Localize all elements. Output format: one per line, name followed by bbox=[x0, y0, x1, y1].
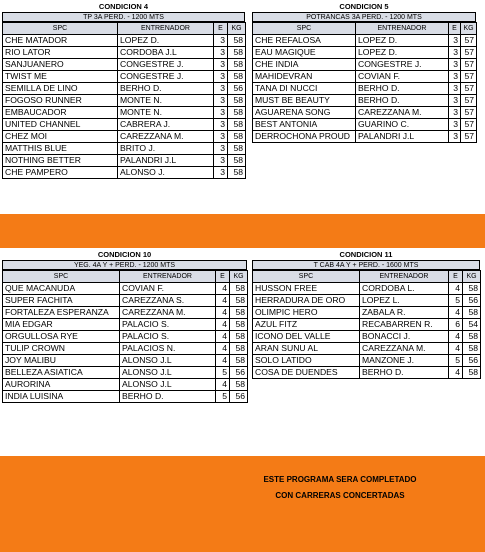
trainer-name: COVIAN F. bbox=[356, 71, 449, 83]
trainer-name: ALONSO J.L bbox=[120, 367, 216, 379]
age-cell: 3 bbox=[449, 95, 461, 107]
trainer-name: MONTE N. bbox=[118, 107, 214, 119]
horse-name: JOY MALIBU bbox=[3, 355, 120, 367]
age-cell: 4 bbox=[216, 319, 230, 331]
age-cell: 3 bbox=[214, 131, 228, 143]
header-e: E bbox=[216, 271, 230, 283]
trainer-name: GUARINO C. bbox=[356, 119, 449, 131]
horse-name: UNITED CHANNEL bbox=[3, 119, 118, 131]
trainer-name: BERHO D. bbox=[360, 367, 449, 379]
age-cell: 3 bbox=[449, 35, 461, 47]
header-kg: KG bbox=[463, 271, 481, 283]
horse-name: QUE MACANUDA bbox=[3, 283, 120, 295]
table-row bbox=[3, 307, 248, 319]
weight-cell: 58 bbox=[230, 355, 248, 367]
table-row bbox=[3, 155, 246, 167]
table-row bbox=[3, 283, 248, 295]
table-row bbox=[253, 343, 481, 355]
age-cell: 4 bbox=[449, 307, 463, 319]
table-row bbox=[253, 319, 481, 331]
age-cell: 3 bbox=[214, 59, 228, 71]
table-row bbox=[3, 379, 248, 391]
trainer-name: BERHO D. bbox=[118, 83, 214, 95]
horse-name: HUSSON FREE bbox=[253, 283, 360, 295]
age-cell: 4 bbox=[216, 283, 230, 295]
weight-cell: 58 bbox=[228, 95, 246, 107]
weight-cell: 57 bbox=[461, 119, 477, 131]
trainer-name: LOPEZ D. bbox=[356, 35, 449, 47]
table-header-row bbox=[3, 23, 246, 35]
table-row bbox=[253, 307, 481, 319]
header-kg: KG bbox=[228, 23, 246, 35]
horse-name: HERRADURA DE ORO bbox=[253, 295, 360, 307]
trainer-name: PALACIO S. bbox=[120, 319, 216, 331]
header-trainer: ENTRENADOR bbox=[120, 271, 216, 283]
trainer-name: CAREZZANA M. bbox=[356, 107, 449, 119]
trainer-name: BERHO D. bbox=[356, 83, 449, 95]
program-note-line2: CON CARRERAS CONCERTADAS bbox=[275, 491, 405, 500]
trainer-name: BRITO J. bbox=[118, 143, 214, 155]
weight-cell: 56 bbox=[230, 367, 248, 379]
program-note-line1: ESTE PROGRAMA SERA COMPLETADO bbox=[263, 475, 417, 484]
horse-name: RIO LATOR bbox=[3, 47, 118, 59]
table-row bbox=[253, 59, 477, 71]
horse-name: FORTALEZA ESPERANZA bbox=[3, 307, 120, 319]
table-row bbox=[3, 367, 248, 379]
weight-cell: 58 bbox=[463, 307, 481, 319]
trainer-name: LOPEZ D. bbox=[356, 47, 449, 59]
trainer-name: BERHO D. bbox=[356, 95, 449, 107]
table-header-row bbox=[253, 271, 481, 283]
header-e: E bbox=[449, 271, 463, 283]
table-row bbox=[253, 71, 477, 83]
horse-name: ICONO DEL VALLE bbox=[253, 331, 360, 343]
table-row bbox=[3, 83, 246, 95]
age-cell: 3 bbox=[449, 47, 461, 59]
weight-cell: 58 bbox=[230, 319, 248, 331]
age-cell: 5 bbox=[216, 367, 230, 379]
age-cell: 4 bbox=[216, 343, 230, 355]
weight-cell: 58 bbox=[228, 143, 246, 155]
age-cell: 4 bbox=[449, 343, 463, 355]
weight-cell: 58 bbox=[228, 107, 246, 119]
age-cell: 3 bbox=[214, 71, 228, 83]
table-row bbox=[3, 119, 246, 131]
horse-name: SEMILLA DE LINO bbox=[3, 83, 118, 95]
age-cell: 3 bbox=[214, 107, 228, 119]
age-cell: 5 bbox=[449, 355, 463, 367]
header-kg: KG bbox=[230, 271, 248, 283]
header-spc: SPC bbox=[253, 23, 356, 35]
table-row bbox=[3, 319, 248, 331]
trainer-name: PALACIO S. bbox=[120, 331, 216, 343]
weight-cell: 58 bbox=[230, 379, 248, 391]
table-row bbox=[3, 143, 246, 155]
weight-cell: 58 bbox=[228, 35, 246, 47]
horse-name: CHE REFALOSA bbox=[253, 35, 356, 47]
age-cell: 4 bbox=[216, 307, 230, 319]
trainer-name: PALANDRI J.L bbox=[356, 131, 449, 143]
weight-cell: 58 bbox=[230, 295, 248, 307]
age-cell: 3 bbox=[449, 59, 461, 71]
horse-name: FOGOSO RUNNER bbox=[3, 95, 118, 107]
trainer-name: PALACIOS N. bbox=[120, 343, 216, 355]
weight-cell: 58 bbox=[230, 307, 248, 319]
race-table bbox=[252, 22, 477, 143]
horse-name: MAHIDEVRAN bbox=[253, 71, 356, 83]
weight-cell: 58 bbox=[228, 47, 246, 59]
horse-name: EMBAUCADOR bbox=[3, 107, 118, 119]
race-table bbox=[252, 270, 481, 379]
weight-cell: 58 bbox=[463, 283, 481, 295]
header-trainer: ENTRENADOR bbox=[356, 23, 449, 35]
table-row bbox=[253, 295, 481, 307]
trainer-name: CORDOBA J.L bbox=[118, 47, 214, 59]
age-cell: 5 bbox=[216, 391, 230, 403]
race-title: CONDICION 5 bbox=[339, 2, 389, 11]
trainer-name: ZABALA R. bbox=[360, 307, 449, 319]
table-row bbox=[253, 331, 481, 343]
weight-cell: 58 bbox=[230, 343, 248, 355]
weight-cell: 57 bbox=[461, 35, 477, 47]
table-row bbox=[253, 35, 477, 47]
age-cell: 3 bbox=[214, 119, 228, 131]
horse-name: TANA DI NUCCI bbox=[253, 83, 356, 95]
horse-name: NOTHING BETTER bbox=[3, 155, 118, 167]
table-row bbox=[3, 95, 246, 107]
table-row bbox=[253, 47, 477, 59]
horse-name: CHE INDIA bbox=[253, 59, 356, 71]
table-row bbox=[3, 107, 246, 119]
table-row bbox=[3, 47, 246, 59]
age-cell: 3 bbox=[214, 167, 228, 179]
table-row bbox=[253, 131, 477, 143]
trainer-name: COVIAN F. bbox=[120, 283, 216, 295]
trainer-name: PALANDRI J.L bbox=[118, 155, 214, 167]
weight-cell: 58 bbox=[228, 167, 246, 179]
weight-cell: 57 bbox=[461, 71, 477, 83]
table-row bbox=[3, 131, 246, 143]
table-row bbox=[253, 95, 477, 107]
table-row bbox=[253, 355, 481, 367]
weight-cell: 57 bbox=[461, 83, 477, 95]
header-trainer: ENTRENADOR bbox=[360, 271, 449, 283]
weight-cell: 57 bbox=[461, 47, 477, 59]
weight-cell: 57 bbox=[461, 131, 477, 143]
age-cell: 3 bbox=[449, 71, 461, 83]
table-row bbox=[253, 83, 477, 95]
trainer-name: MONTE N. bbox=[118, 95, 214, 107]
table-header-row bbox=[3, 271, 248, 283]
horse-name: CHE MATADOR bbox=[3, 35, 118, 47]
age-cell: 4 bbox=[449, 367, 463, 379]
age-cell: 3 bbox=[214, 95, 228, 107]
table-row bbox=[253, 119, 477, 131]
weight-cell: 57 bbox=[461, 95, 477, 107]
race-title: CONDICION 10 bbox=[97, 250, 152, 259]
weight-cell: 58 bbox=[228, 71, 246, 83]
trainer-name: ALONSO J. bbox=[118, 167, 214, 179]
trainer-name: BONACCI J. bbox=[360, 331, 449, 343]
weight-cell: 57 bbox=[461, 107, 477, 119]
table-row bbox=[3, 295, 248, 307]
weight-cell: 56 bbox=[463, 355, 481, 367]
race-subtitle: YEG. 4A Y + PERD. - 1200 MTS bbox=[2, 260, 247, 270]
program-note bbox=[240, 472, 440, 504]
horse-name: BEST ANTONIA bbox=[253, 119, 356, 131]
horse-name: MATTHIS BLUE bbox=[3, 143, 118, 155]
table-row bbox=[3, 391, 248, 403]
age-cell: 3 bbox=[214, 35, 228, 47]
weight-cell: 58 bbox=[230, 283, 248, 295]
table-row bbox=[253, 107, 477, 119]
trainer-name: CORDOBA L. bbox=[360, 283, 449, 295]
race-subtitle: T CAB 4A Y + PERD. - 1600 MTS bbox=[252, 260, 480, 270]
horse-name: COSA DE DUENDES bbox=[253, 367, 360, 379]
race-table bbox=[2, 270, 248, 403]
race-title: CONDICION 11 bbox=[339, 250, 393, 259]
horse-name: MUST BE BEAUTY bbox=[253, 95, 356, 107]
age-cell: 6 bbox=[449, 319, 463, 331]
age-cell: 3 bbox=[214, 143, 228, 155]
header-spc: SPC bbox=[3, 271, 120, 283]
trainer-name: BERHO D. bbox=[120, 391, 216, 403]
horse-name: MIA EDGAR bbox=[3, 319, 120, 331]
weight-cell: 56 bbox=[230, 391, 248, 403]
age-cell: 4 bbox=[216, 331, 230, 343]
header-trainer: ENTRENADOR bbox=[118, 23, 214, 35]
header-kg: KG bbox=[461, 23, 477, 35]
age-cell: 5 bbox=[449, 295, 463, 307]
horse-name: OLIMPIC HERO bbox=[253, 307, 360, 319]
age-cell: 4 bbox=[449, 283, 463, 295]
weight-cell: 56 bbox=[228, 83, 246, 95]
horse-name: SUPER FACHITA bbox=[3, 295, 120, 307]
trainer-name: CONGESTRE J. bbox=[356, 59, 449, 71]
table-row bbox=[3, 331, 248, 343]
table-row bbox=[3, 59, 246, 71]
header-spc: SPC bbox=[253, 271, 360, 283]
age-cell: 3 bbox=[214, 155, 228, 167]
trainer-name: CONGESTRE J. bbox=[118, 71, 214, 83]
weight-cell: 58 bbox=[463, 343, 481, 355]
horse-name: SOLO LATIDO bbox=[253, 355, 360, 367]
header-e: E bbox=[214, 23, 228, 35]
header-spc: SPC bbox=[3, 23, 118, 35]
trainer-name: CAREZZANA M. bbox=[360, 343, 449, 355]
age-cell: 3 bbox=[449, 119, 461, 131]
trainer-name: ALONSO J.L bbox=[120, 379, 216, 391]
weight-cell: 57 bbox=[461, 59, 477, 71]
header-e: E bbox=[449, 23, 461, 35]
age-cell: 3 bbox=[214, 83, 228, 95]
race-table bbox=[2, 22, 246, 179]
horse-name: BELLEZA ASIATICA bbox=[3, 367, 120, 379]
trainer-name: MANZONE J. bbox=[360, 355, 449, 367]
weight-cell: 58 bbox=[228, 131, 246, 143]
horse-name: EAU MAGIQUE bbox=[253, 47, 356, 59]
table-row bbox=[3, 355, 248, 367]
weight-cell: 58 bbox=[463, 331, 481, 343]
horse-name: TULIP CROWN bbox=[3, 343, 120, 355]
weight-cell: 58 bbox=[463, 367, 481, 379]
weight-cell: 58 bbox=[228, 119, 246, 131]
weight-cell: 58 bbox=[230, 331, 248, 343]
horse-name: AZUL FITZ bbox=[253, 319, 360, 331]
trainer-name: CAREZZANA M. bbox=[118, 131, 214, 143]
weight-cell: 54 bbox=[463, 319, 481, 331]
table-row bbox=[253, 367, 481, 379]
table-row bbox=[253, 283, 481, 295]
trainer-name: CONGESTRE J. bbox=[118, 59, 214, 71]
table-row bbox=[3, 343, 248, 355]
horse-name: CHEZ MOI bbox=[3, 131, 118, 143]
horse-name: DERROCHONA PROUD bbox=[253, 131, 356, 143]
age-cell: 4 bbox=[216, 379, 230, 391]
weight-cell: 58 bbox=[228, 155, 246, 167]
trainer-name: RECABARREN R. bbox=[360, 319, 449, 331]
trainer-name: CABRERA J. bbox=[118, 119, 214, 131]
trainer-name: ALONSO J.L bbox=[120, 355, 216, 367]
age-cell: 4 bbox=[216, 295, 230, 307]
horse-name: AGUARENA SONG bbox=[253, 107, 356, 119]
age-cell: 3 bbox=[449, 83, 461, 95]
age-cell: 3 bbox=[214, 47, 228, 59]
table-header-row bbox=[253, 23, 477, 35]
horse-name: SANJUANERO bbox=[3, 59, 118, 71]
trainer-name: CAREZZANA S. bbox=[120, 295, 216, 307]
trainer-name: LOPEZ D. bbox=[118, 35, 214, 47]
age-cell: 3 bbox=[449, 131, 461, 143]
weight-cell: 56 bbox=[463, 295, 481, 307]
horse-name: TWIST ME bbox=[3, 71, 118, 83]
horse-name: ORGULLOSA RYE bbox=[3, 331, 120, 343]
trainer-name: LOPEZ L. bbox=[360, 295, 449, 307]
race-subtitle: POTRANCAS 3A PERD. - 1200 MTS bbox=[252, 12, 476, 22]
table-row bbox=[3, 35, 246, 47]
trainer-name: CAREZZANA M. bbox=[120, 307, 216, 319]
horse-name: AURORINA bbox=[3, 379, 120, 391]
table-row bbox=[3, 71, 246, 83]
table-row bbox=[3, 167, 246, 179]
age-cell: 4 bbox=[449, 331, 463, 343]
race-title: CONDICION 4 bbox=[98, 2, 149, 11]
horse-name: INDIA LUISINA bbox=[3, 391, 120, 403]
age-cell: 4 bbox=[216, 355, 230, 367]
horse-name: ARAN SUNU AL bbox=[253, 343, 360, 355]
horse-name: CHE PAMPERO bbox=[3, 167, 118, 179]
race-subtitle: TP 3A PERD. - 1200 MTS bbox=[2, 12, 245, 22]
weight-cell: 58 bbox=[228, 59, 246, 71]
age-cell: 3 bbox=[449, 107, 461, 119]
